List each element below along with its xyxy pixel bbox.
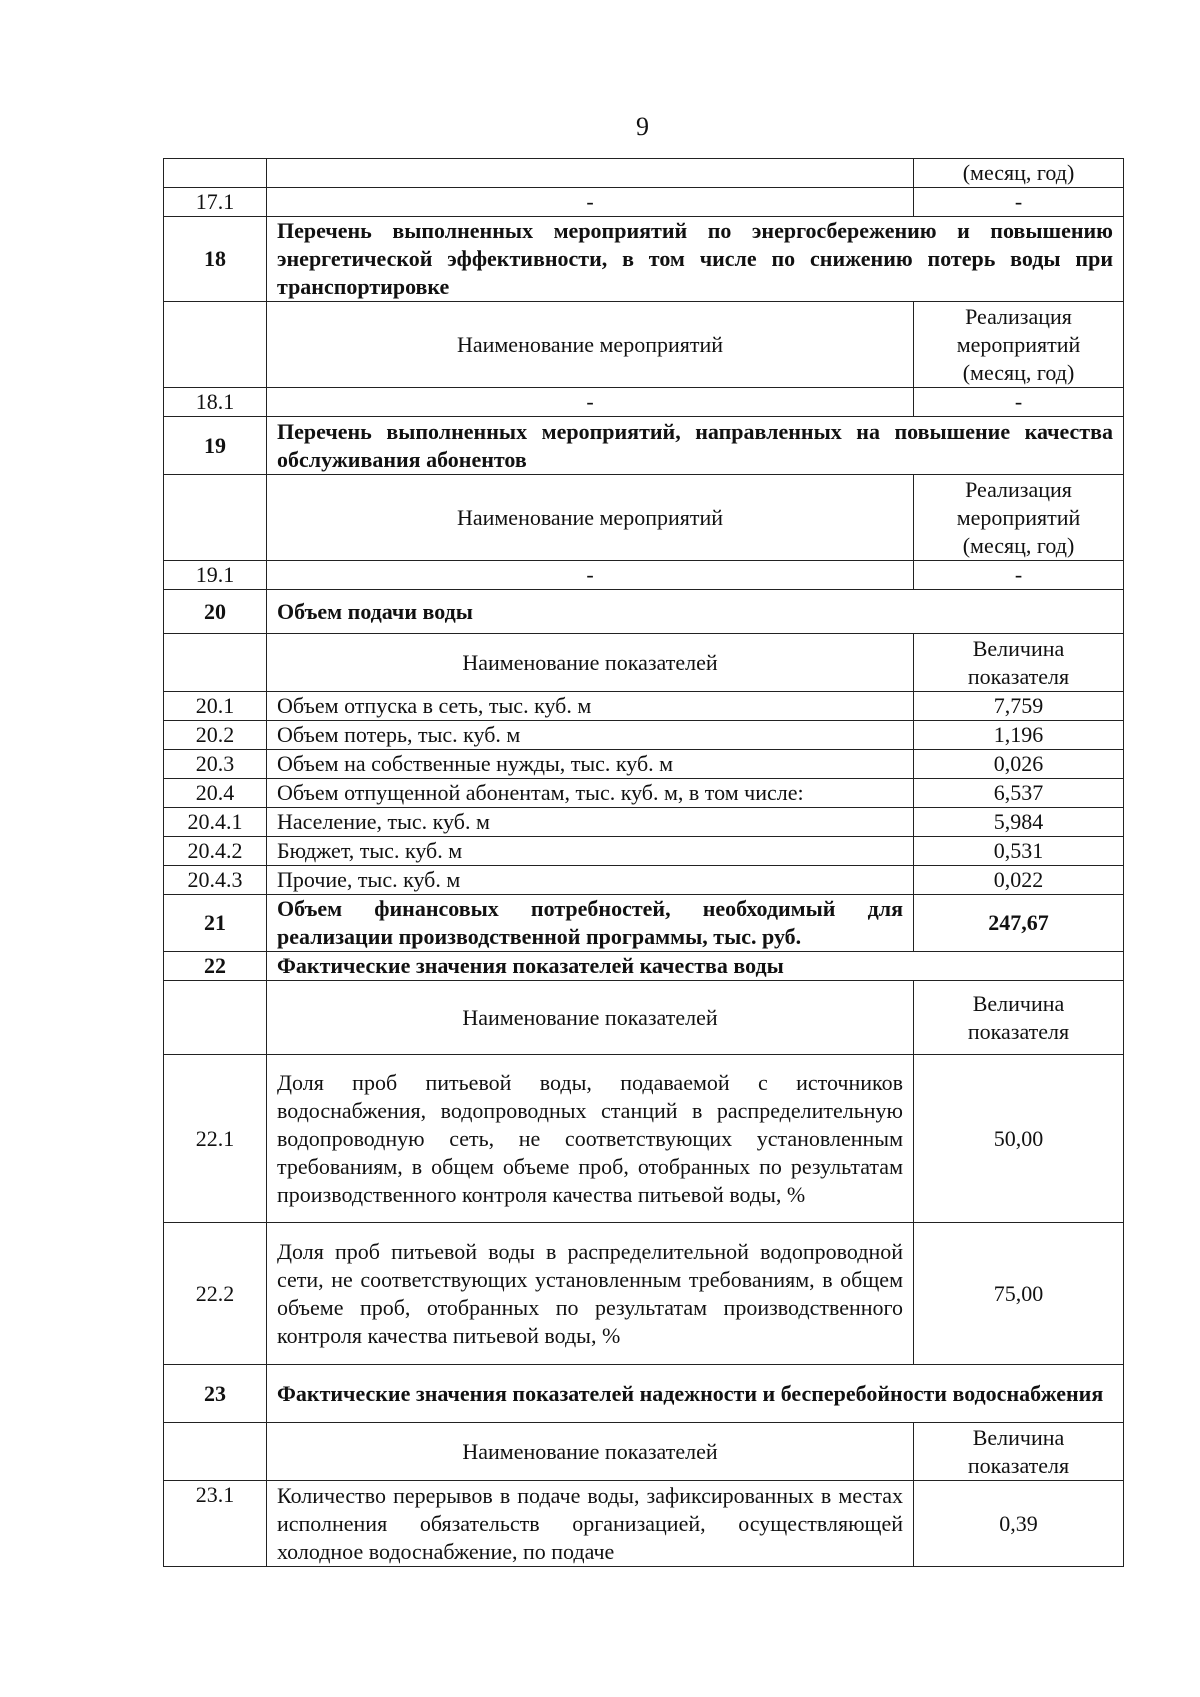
row-number: 19.1 [164,561,267,590]
header-value: Величина показателя [914,981,1124,1055]
row-value: 1,196 [914,721,1124,750]
header-name: Наименование показателей [267,1423,914,1481]
row-value: 0,39 [914,1481,1124,1567]
row-number: 22.1 [164,1055,267,1223]
header-row [164,475,1124,561]
row-value: 75,00 [914,1223,1124,1365]
row-number [164,475,267,561]
header-name: Наименование мероприятий [267,475,914,561]
row-text: Объем на собственные нужды, тыс. куб. м [267,750,914,779]
row-number: 20.4.1 [164,808,267,837]
row-number: 18.1 [164,388,267,417]
row-number: 23.1 [164,1481,267,1567]
row-text: Прочие, тыс. куб. м [267,866,914,895]
table-row [164,808,1124,837]
row-value: 0,022 [914,866,1124,895]
section-title: Перечень выполненных мероприятий, направленных на повышение качества обслуживания абонентов [267,417,1124,475]
row-text: Бюджет, тыс. куб. м [267,837,914,866]
row-text: - [267,388,914,417]
section-row [164,1365,1124,1423]
header-row [164,1423,1124,1481]
row-text: Объем отпущенной абонентам, тыс. куб. м, в том числе: [267,779,914,808]
row-value: - [914,561,1124,590]
row-value: (месяц, год) [914,159,1124,188]
row-number: 22.2 [164,1223,267,1365]
table-row [164,159,1124,188]
row-text: Объем потерь, тыс. куб. м [267,721,914,750]
table-row [164,388,1124,417]
table-row [164,895,1124,952]
row-value: - [914,188,1124,217]
row-value: 0,026 [914,750,1124,779]
section-row [164,952,1124,981]
row-value: 7,759 [914,692,1124,721]
section-number: 20 [164,590,267,634]
table-row [164,779,1124,808]
header-name: Наименование показателей [267,634,914,692]
row-value: - [914,388,1124,417]
section-title: Объем подачи воды [267,590,1124,634]
section-number: 19 [164,417,267,475]
row-number: 17.1 [164,188,267,217]
section-title: Фактические значения показателей качества воды [267,952,1124,981]
table-row [164,837,1124,866]
row-value: 5,984 [914,808,1124,837]
row-number: 20.4 [164,779,267,808]
section-row [164,590,1124,634]
table-row [164,866,1124,895]
row-text: Доля проб питьевой воды, подаваемой с источников водоснабжения, водопроводных станций в распределительную водопроводную сеть, не соответствующих установленным требованиям, в общем объеме проб, отобранных по результатам производственного контроля качества питьевой воды, % [267,1055,914,1223]
row-number [164,981,267,1055]
row-text: Объем отпуска в сеть, тыс. куб. м [267,692,914,721]
header-name: Наименование показателей [267,981,914,1055]
section-number: 22 [164,952,267,981]
row-value: 50,00 [914,1055,1124,1223]
row-text: Объем финансовых потребностей, необходимый для реализации производственной программы, тыс. руб. [267,895,914,952]
row-number: 20.2 [164,721,267,750]
section-row [164,217,1124,302]
row-number [164,1423,267,1481]
page-number: 9 [636,112,649,141]
header-value: Величина показателя [914,634,1124,692]
header-row [164,981,1124,1055]
row-text: Количество перерывов в подаче воды, зафиксированных в местах исполнения обязательств организацией, осуществляющей холодное водоснабжение, по подаче [267,1481,914,1567]
section-number: 23 [164,1365,267,1423]
header-value: Величина показателя [914,1423,1124,1481]
row-value: 247,67 [914,895,1124,952]
row-text: Доля проб питьевой воды в распределительной водопроводной сети, не соответствующих установленным требованиям, в общем объеме проб, отобранных по результатам производственного контроля качества питьевой воды, % [267,1223,914,1365]
section-number: 18 [164,217,267,302]
row-text: - [267,188,914,217]
table-row [164,188,1124,217]
section-title: Перечень выполненных мероприятий по энергосбережению и повышению энергетической эффективности, в том числе по снижению потерь воды при транспортировке [267,217,1124,302]
table-row [164,561,1124,590]
row-number: 21 [164,895,267,952]
table-row [164,692,1124,721]
row-number [164,159,267,188]
header-row [164,634,1124,692]
header-name: Наименование мероприятий [267,302,914,388]
section-title: Фактические значения показателей надежности и бесперебойности водоснабжения [267,1365,1124,1423]
row-number: 20.3 [164,750,267,779]
section-row [164,417,1124,475]
table-row [164,1481,1124,1567]
table-row [164,1223,1124,1365]
row-text: - [267,561,914,590]
row-number [164,302,267,388]
row-number: 20.1 [164,692,267,721]
table-row [164,1055,1124,1223]
header-row [164,302,1124,388]
data-table [163,158,1124,1567]
row-number: 20.4.2 [164,837,267,866]
row-number [164,634,267,692]
header-value: Реализация мероприятий (месяц, год) [914,475,1124,561]
table-row [164,750,1124,779]
row-text: Население, тыс. куб. м [267,808,914,837]
row-value: 0,531 [914,837,1124,866]
table-row [164,721,1124,750]
header-value: Реализация мероприятий (месяц, год) [914,302,1124,388]
row-number: 20.4.3 [164,866,267,895]
row-text [267,159,914,188]
row-value: 6,537 [914,779,1124,808]
